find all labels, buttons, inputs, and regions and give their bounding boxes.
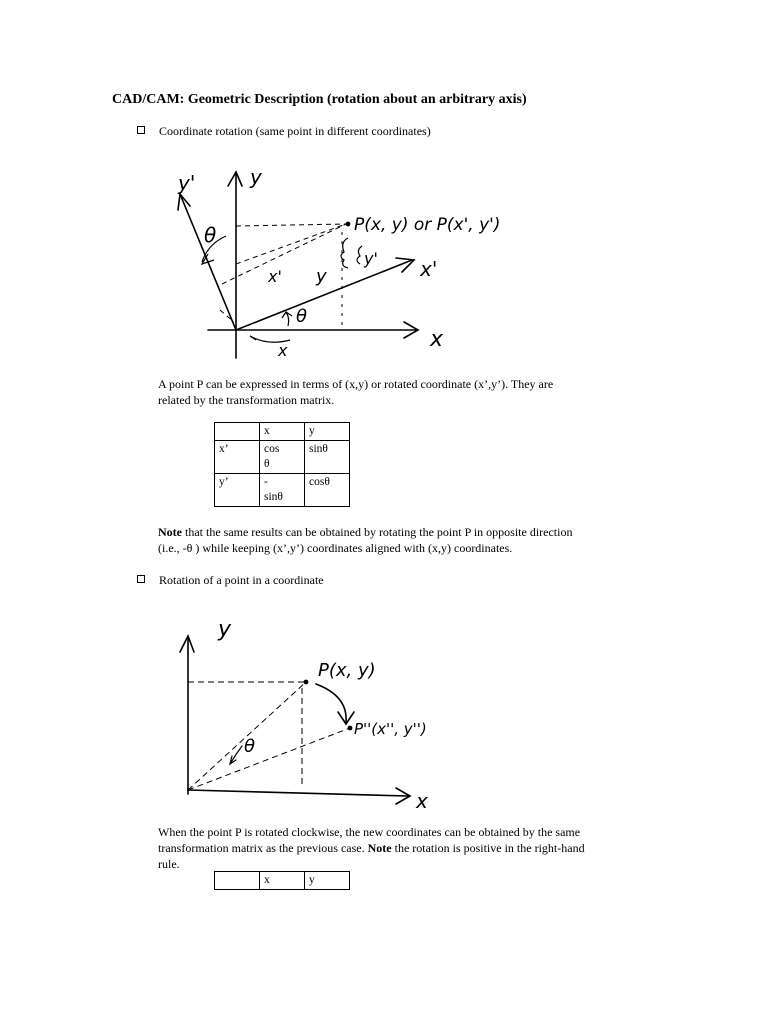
paragraph-line: rule.: [158, 857, 180, 871]
bullet-point-rotation: [137, 573, 324, 588]
label-x-axis: x: [430, 327, 444, 352]
table-cell: y’: [215, 474, 260, 507]
paragraph-line: When the point P is rotated clockwise, the new coordinates can be obtained by the same: [158, 825, 581, 839]
page-title: CAD/CAM: Geometric Description (rotation about an arbitrary axis): [112, 92, 527, 107]
label-x-axis: x: [416, 789, 428, 813]
table-cell: [260, 474, 305, 507]
paragraph-line: [158, 840, 648, 856]
table-row: [215, 474, 350, 507]
table-cell: y: [305, 423, 350, 441]
transformation-matrix-table: [214, 422, 350, 507]
note-paragraph: [158, 524, 638, 556]
label-theta: θ: [244, 736, 256, 757]
label-y-axis: y: [218, 617, 232, 642]
label-theta-2: θ: [296, 306, 308, 327]
paragraph-text: transformation matrix as the previous case.: [158, 841, 368, 855]
note-line: (i.e., -θ ) while keeping (x’,y’) coordinates aligned with (x,y) coordinates.: [158, 541, 513, 555]
label-x-prime-distance: x': [268, 267, 282, 286]
transformation-matrix-table-2: [214, 871, 350, 890]
label-y-prime: y': [178, 171, 196, 195]
table-cell: cosθ: [305, 474, 350, 507]
cell-line: cos: [264, 443, 280, 455]
label-y-distance: y: [316, 266, 327, 287]
label-x-distance: x: [278, 341, 288, 360]
y-axis-arrow: [228, 172, 242, 186]
paragraph-line: related by the transformation matrix.: [158, 393, 335, 407]
table-header-row: [215, 872, 350, 890]
y-axis-arrow: [180, 636, 194, 652]
table-cell: x: [260, 872, 305, 890]
table-header-row: [215, 423, 350, 441]
bullet-square-icon: [137, 575, 145, 583]
table-cell: [260, 441, 305, 474]
table-cell: y: [305, 872, 350, 890]
table-cell: x’: [215, 441, 260, 474]
figure-coordinate-rotation: [168, 140, 520, 370]
note-label: Note: [367, 841, 392, 855]
point-p: [304, 680, 309, 685]
paragraph-clockwise-rotation: [158, 824, 648, 872]
figure-point-rotation: [160, 596, 450, 816]
bullet-text: Coordinate rotation (same point in different coordinates): [159, 124, 431, 138]
label-y: y: [250, 165, 262, 189]
cell-line: -: [264, 476, 268, 488]
table-cell: sinθ: [305, 441, 350, 474]
label-theta: θ: [204, 223, 217, 247]
cell-line: θ: [264, 458, 270, 470]
bullet-text: Rotation of a point in a coordinate: [159, 573, 324, 587]
note-line: [158, 524, 638, 540]
x-axis: [188, 790, 408, 796]
bullet-square-icon: [137, 126, 145, 134]
label-point-p-double-prime: P''(x'', y''): [354, 720, 427, 738]
label-y-prime-distance: y': [364, 249, 378, 268]
cell-line: sinθ: [264, 491, 283, 503]
point-p-double-prime: [348, 726, 353, 731]
label-x-prime-axis: x': [420, 257, 438, 281]
note-text: that the same results can be obtained by rotating the point P in opposite direction: [182, 525, 573, 539]
paragraph-transformation: [158, 376, 628, 408]
label-point-p: P(x, y) or P(x', y'): [354, 215, 501, 235]
table-cell: x: [260, 423, 305, 441]
table-row: [215, 441, 350, 474]
table-cell: [215, 423, 260, 441]
paragraph-text: the rotation is positive in the right-hand: [391, 841, 585, 855]
label-point-p: P(x, y): [318, 660, 376, 681]
paragraph-line: A point P can be expressed in terms of (x,y) or rotated coordinate (x’,y’). They are: [158, 377, 554, 391]
table-cell: [215, 872, 260, 890]
note-label: Note: [158, 525, 182, 539]
point-p: [346, 222, 351, 227]
bullet-coordinate-rotation: [137, 124, 431, 139]
